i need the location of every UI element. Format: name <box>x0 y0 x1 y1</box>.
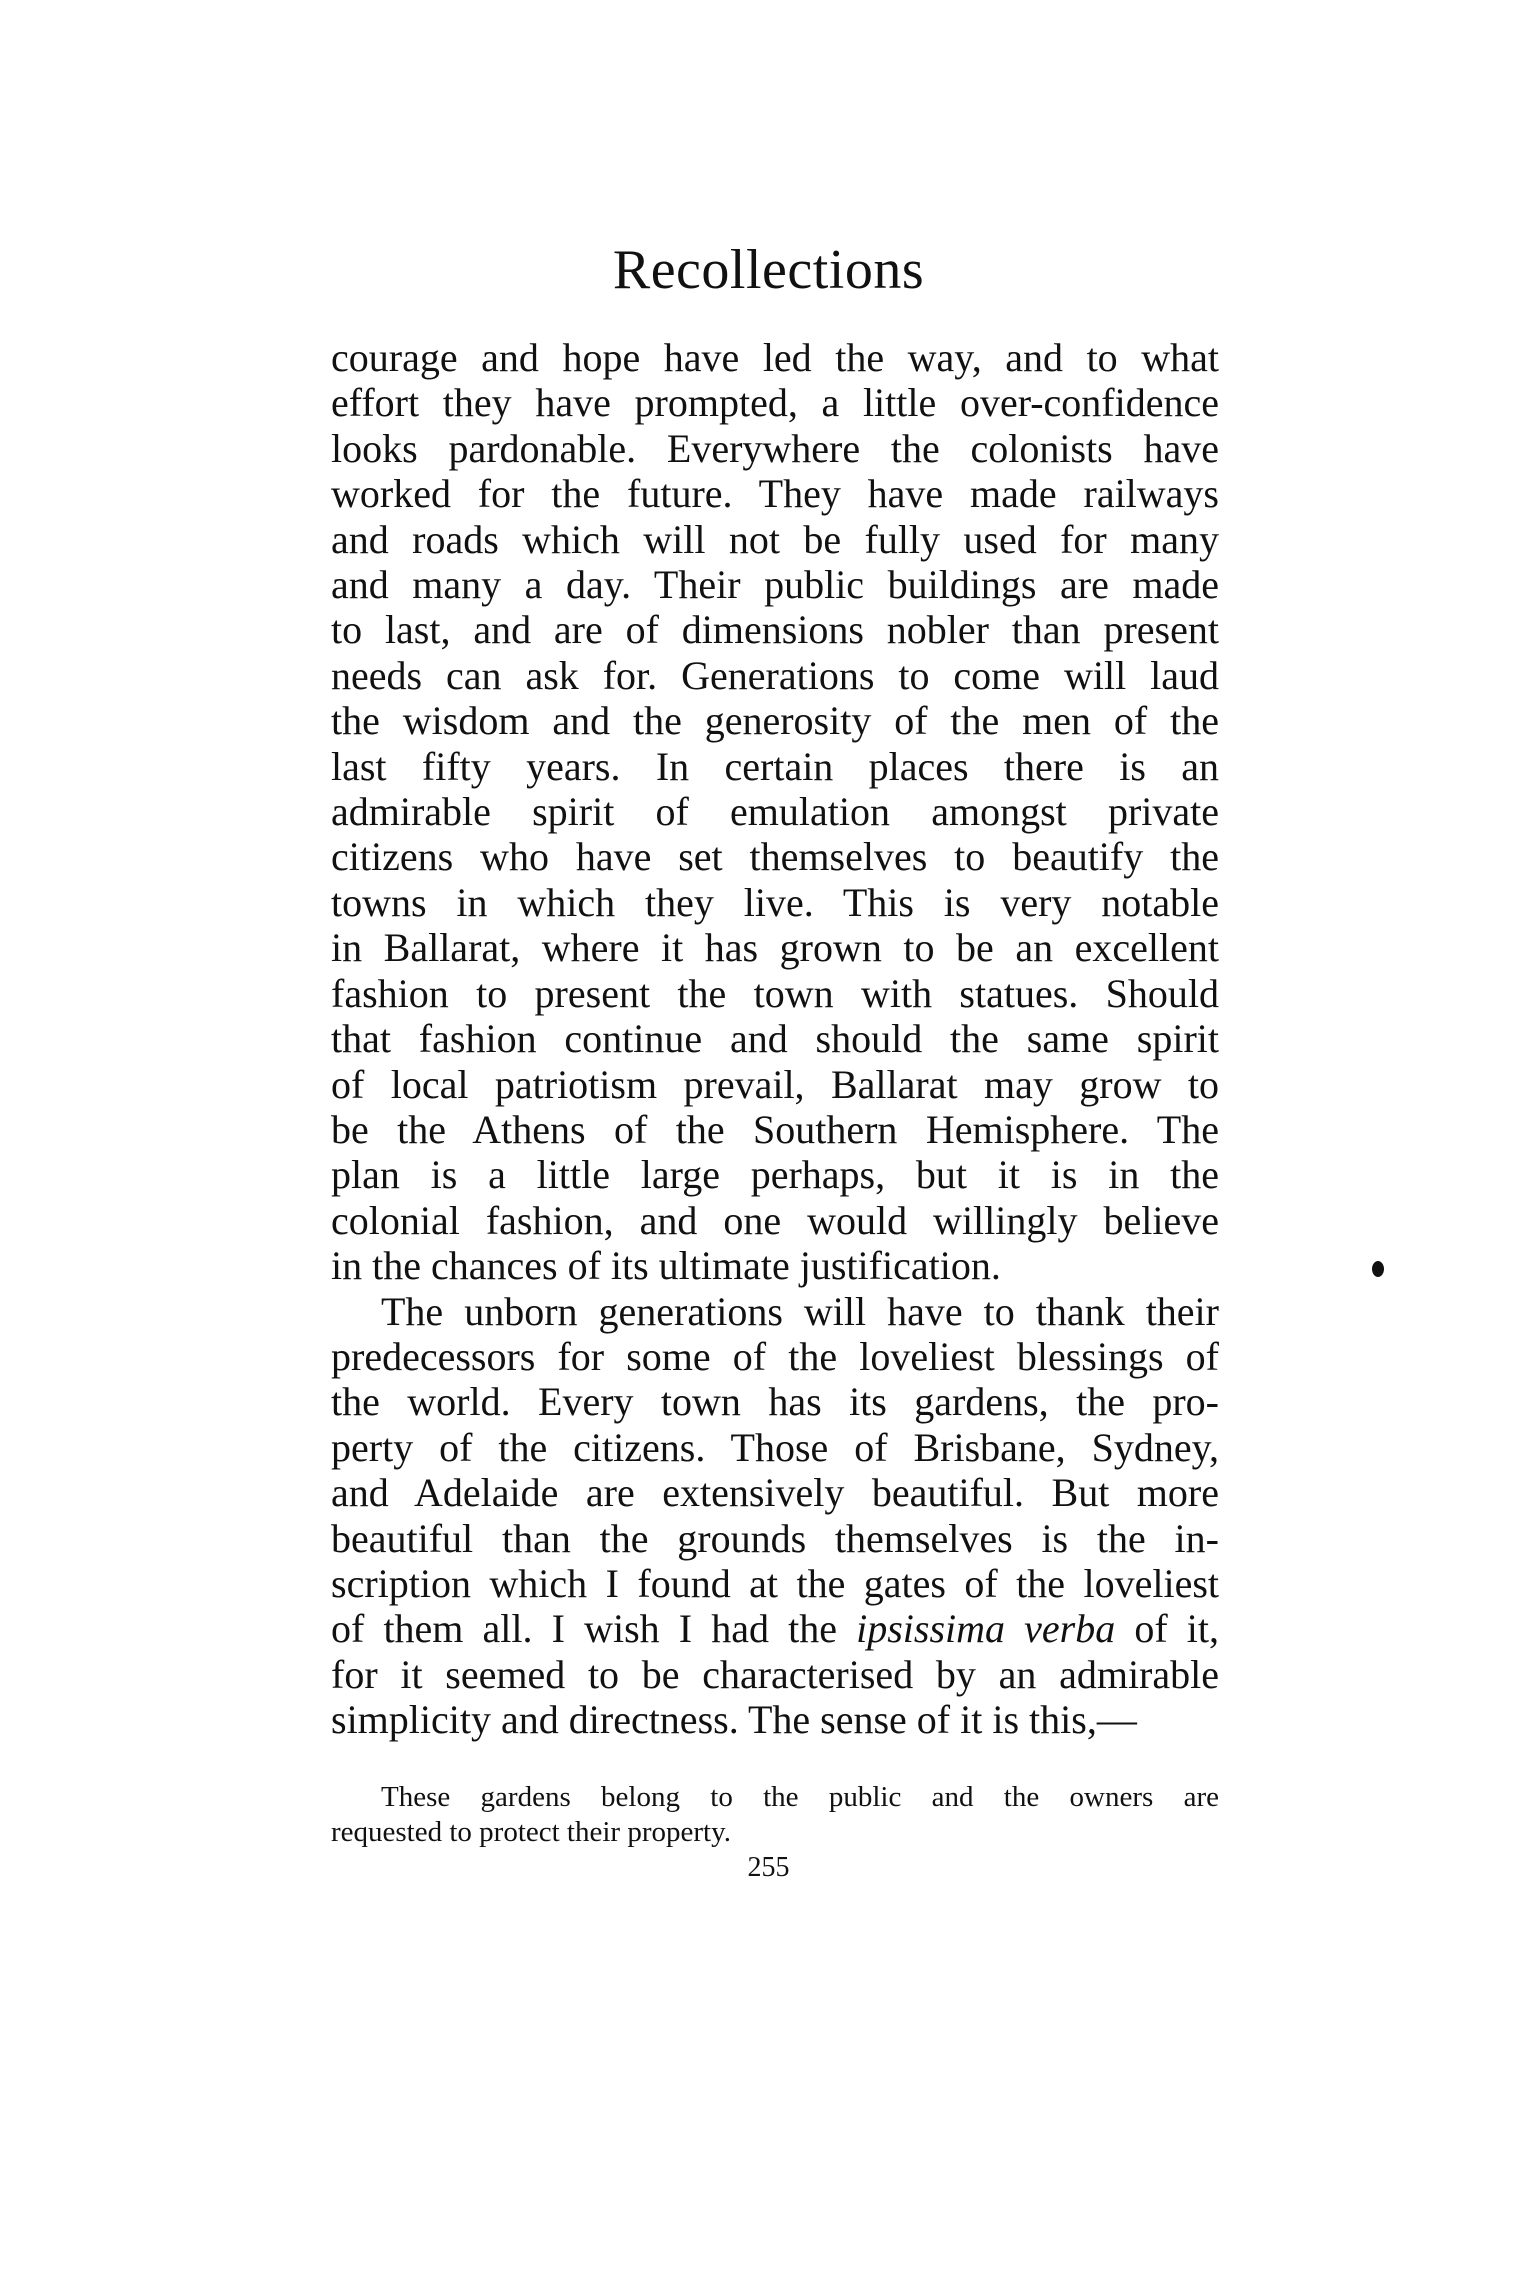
text-line-with-italic <box>331 1606 1219 1651</box>
text-line: and many a day. Their public buildings are made <box>331 562 1219 608</box>
text-line: courage and hope have led the way, and to what <box>331 335 1219 380</box>
text-line: in Ballarat, where it has grown to be an excellent <box>331 925 1219 971</box>
text-line: in the chances of its ultimate justification. <box>331 1243 1001 1289</box>
text-line: be the Athens of the Southern Hemisphere. The <box>331 1106 1219 1152</box>
text-line: the wisdom and the generosity of the men of the <box>331 698 1219 744</box>
text-line: citizens who have set themselves to beautify the <box>331 834 1219 880</box>
text-line: looks pardonable. Everywhere the colonists have <box>331 425 1219 471</box>
text-line: and Adelaide are extensively beautiful. But more <box>331 1470 1219 1516</box>
ink-dot-mark <box>1372 1261 1384 1277</box>
running-head: Recollections <box>612 239 925 301</box>
text-line: The unborn generations will have to thank their <box>381 1288 1219 1334</box>
text-line: colonial fashion, and one would willingly believe <box>331 1197 1219 1243</box>
inscription-quote <box>331 1780 1219 1850</box>
paragraph-1 <box>331 335 1219 1289</box>
quote-line: These gardens belong to the public and the owners are <box>381 1781 1219 1813</box>
italic-phrase: ipsissima verba <box>856 1606 1116 1652</box>
text-line: admirable spirit of emulation amongst private <box>331 789 1219 835</box>
text-run: of them all. I wish I had the <box>331 1606 857 1652</box>
text-line: needs can ask for. Generations to come will laud <box>331 652 1219 698</box>
body-text <box>331 335 1219 1743</box>
text-line: of local patriotism prevail, Ballarat may grow to <box>331 1061 1219 1107</box>
text-run: of it, <box>1115 1606 1220 1652</box>
text-line: plan is a little large perhaps, but it is in the <box>331 1152 1219 1198</box>
quote-line: requested to protect their property. <box>331 1816 731 1848</box>
text-line: worked for the future. They have made railways <box>331 471 1219 517</box>
text-line: for it seemed to be characterised by an admirable <box>331 1651 1219 1697</box>
text-line: to last, and are of dimensions nobler than present <box>331 607 1219 653</box>
page-number: 255 <box>747 1852 790 1883</box>
text-line: scription which I found at the gates of the loveliest <box>331 1560 1219 1606</box>
paragraph-2 <box>331 1289 1219 1743</box>
text-line: effort they have prompted, a little over-confidence <box>331 380 1219 426</box>
text-line: the world. Every town has its gardens, the pro- <box>331 1379 1219 1425</box>
text-line: towns in which they live. This is very notable <box>331 879 1219 925</box>
text-line: simplicity and directness. The sense of it is this,— <box>331 1697 1137 1743</box>
text-line: last fifty years. In certain places there is an <box>331 743 1219 789</box>
text-line: beautiful than the grounds themselves is the in- <box>331 1515 1219 1561</box>
text-line: predecessors for some of the loveliest blessings of <box>331 1333 1219 1379</box>
text-line: and roads which will not be fully used for many <box>331 516 1219 562</box>
text-line: fashion to present the town with statues. Should <box>331 970 1219 1016</box>
text-line: perty of the citizens. Those of Brisbane, Sydney, <box>331 1424 1219 1470</box>
text-line: that fashion continue and should the same spirit <box>331 1016 1219 1062</box>
